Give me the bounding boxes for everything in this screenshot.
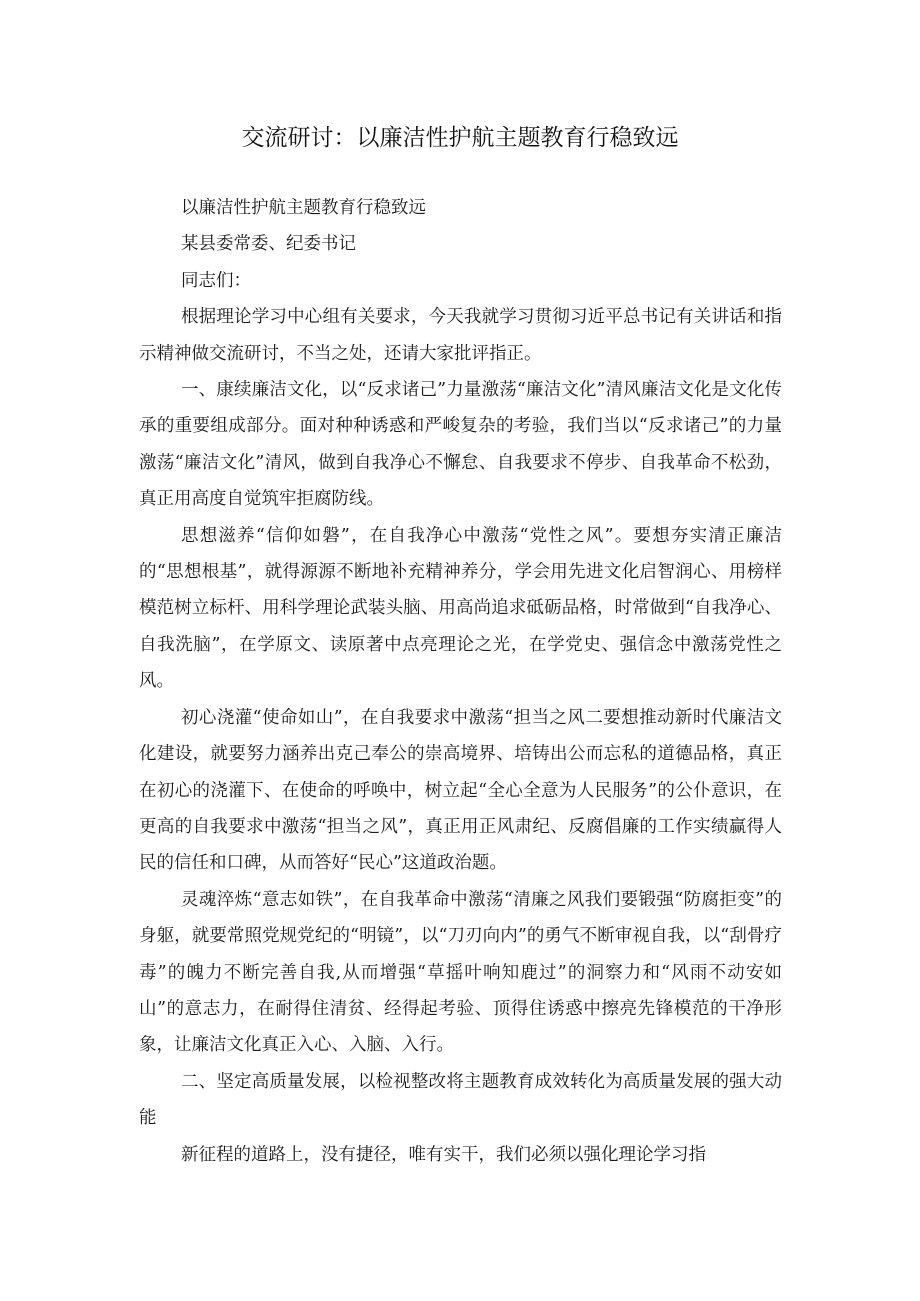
document-body [139,190,782,1173]
document-title: 交流研讨：以廉洁性护航主题教育行稳致远 [241,125,679,151]
section-heading: 二、坚定高质量发展，以检视整改将主题教育成效转化为高质量发展的强大动能 [139,1071,782,1129]
salutation: 同志们： [181,270,251,291]
paragraph: 思想滋养“信仰如磐”，在自我净心中激荡“党性之风”。要想夯实清正廉洁的“思想根基”，就得源源不断地补充精神养分，学会用先进文化启智润心、用榜样模范树立标杆、用科学理论武装头脑、用高尚追求砥砺品格，时常做到“自我净心、自我洗脑”，在学原文、读原著中点亮理论之光，在学党史、强信念中激荡党性之风。 [139,525,782,692]
paragraph: 灵魂淬炼“意志如铁”，在自我革命中激荡“清廉之风我们要锻强“防腐拒变”的身躯，就要常照党规党纪的“明镜”，以“刀刃向内”的勇气不断审视自我，以“刮骨疗毒”的魄力不断完善自我,从而增强“草摇叶响知鹿过”的洞察力和“风雨不动安如山”的意志力，在耐得住清贫、经得起考验、顶得住诱惑中擦亮先锋模范的干净形象，让廉洁文化真正入心、入脑、入行。 [139,889,782,1056]
paragraph: 一、康续廉洁文化，以“反求诸己”力量激荡“廉洁文化”清风廉洁文化是文化传承的重要组成部分。面对种种诱惑和严峻复杂的考验，我们当以“反求诸己”的力量激荡“廉洁文化”清风，做到自我净心不懈怠、自我要求不停步、自我革命不松劲，真正用高度自觉筑牢拒腐防线。 [139,380,782,510]
paragraph: 根据理论学习中心组有关要求，今天我就学习贯彻习近平总书记有关讲话和指示精神做交流研讨，不当之处，还请大家批评指正。 [139,307,782,364]
paragraph: 新征程的道路上，没有捷径，唯有实干，我们必须以强化理论学习指 [181,1144,706,1165]
author-line: 某县委常委、纪委书记 [181,234,356,255]
subtitle: 以廉洁性护航主题教育行稳致远 [181,198,426,218]
paragraph: 初心浇灌“使命如山”，在自我要求中激荡“担当之风二要想推动新时代廉洁文化建设，就要努力涵养出克己奉公的崇高境界、培铸出公而忘私的道德品格，真正在初心的浇灌下、在使命的呼唤中，树立起“全心全意为人民服务”的公仆意识，在更高的自我要求中激荡“担当之风”，真正用正风肃纪、反腐倡廉的工作实绩赢得人民的信任和口碑，从而答好“民心”这道政治题。 [139,707,782,874]
